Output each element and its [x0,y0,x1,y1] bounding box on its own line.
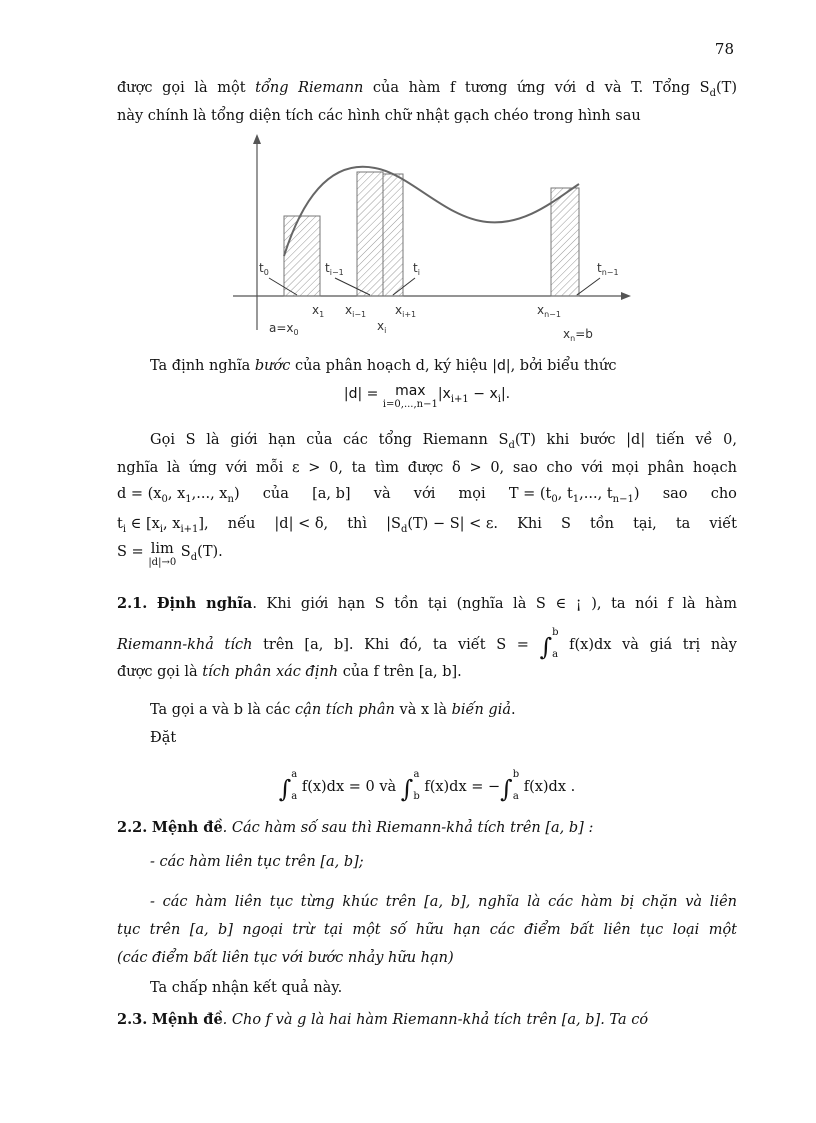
paragraph-line: nghĩa là ứng với mỗi ε > 0, ta tìm được δ > 0, sao cho với mọi phân hoạch [117,460,737,476]
riemann-rectangle [284,216,320,296]
riemann-rectangle [383,174,403,296]
integral-formula: ∫ a a f(x)dx = 0 và ∫ a b f(x)dx = −∫ b a f(x)dx . [278,769,576,803]
paragraph-line: $t_i$ ∈ [$x_i$, $x_{i+1}$], nếu |d| < δ, thì $|S_d(T) - S| < \varepsilon$. Khi S tồn tại, ta viết [117,516,737,535]
proposition-2-2: 2.2. Mệnh đề. Các hàm số sau thì Riemann-khả tích trên [a, b] : [117,819,594,836]
ti-minus-1-label: $t_{i-1}$ [325,261,344,277]
xi-plus-1-label: $x_{i+1}$ [395,303,417,319]
list-item: - các hàm liên tục từng khúc trên [a, b], nghĩa là các hàm bị chặn và liên [150,894,737,910]
step-formula: |d| = max i=0,...,n−1 $|x_{i+1} - x_i|$. [343,383,511,410]
paragraph-line: Riemann-khả tích trên [a, b]. Khi đó, ta viết S = ∫ b a f(x)dx và giá trị này [117,627,737,661]
list-item-continuation: tục trên [a, b] ngoại trừ tại một số hữu hạn các điểm bất liên tục loại một [117,922,737,938]
paragraph-line: được gọi là một tổng Riemann của hàm f tương ứng với d và T. Tổng $S_d(T)$ [117,80,737,99]
limit-formula: S = lim |d|→0 $S_d(T)$. [117,541,223,568]
riemann-rectangle [357,172,383,296]
t0-label: $t_0$ [259,261,269,277]
paragraph-line: Gọi S là giới hạn của các tổng Riemann $S_d(T)$ khi bước |d| tiến về 0, [150,432,737,451]
ti-label: $t_i$ [413,261,420,277]
function-curve [284,167,579,256]
paragraph-line: được gọi là tích phân xác định của f trên [a, b]. [117,664,462,680]
tn-minus-1-label: $t_{n-1}$ [597,261,619,277]
list-item-continuation: (các điểm bất liên tục với bước nhảy hữu hạn) [117,950,454,966]
paragraph-line: $d = (x_0$, $x_1$,..., $x_n$) của [a, b] và với mọi $T = (t_0$, $t_1$,..., $t_{n-1}$) sao cho [117,486,737,505]
xi-minus-1-label: $x_{i-1}$ [345,303,367,319]
a-label: $a=x_0$ [269,321,299,337]
definition-2-1: 2.1. Định nghĩa. Khi giới hạn S tồn tại (nghĩa là S ∈ ¡ ), ta nói f là hàm [117,595,737,612]
paragraph-line: Ta gọi a và b là các cận tích phân và x là biến giả. [150,702,516,718]
y-axis-arrow [253,134,261,144]
page-number: 78 [714,40,734,58]
x-axis-arrow [621,292,631,300]
b-label: $x_n=b$ [563,327,593,343]
x1-label: $x_1$ [312,303,325,319]
riemann-rectangle [551,188,579,296]
xi-label: $x_i$ [377,319,387,335]
paragraph-line: Đặt [150,730,177,746]
xn-minus-1-label: $x_{n-1}$ [537,303,561,319]
list-item: - các hàm liên tục trên [a, b]; [150,854,364,870]
tn1-pointer [577,278,600,295]
paragraph-line: Ta định nghĩa bước của phân hoạch d, ký hiệu |d|, bởi biểu thức [150,358,617,374]
riemann-sum-figure [225,130,635,350]
proposition-2-3: 2.3. Mệnh đề. Cho f và g là hai hàm Riemann-khả tích trên [a, b]. Ta có [117,1011,649,1028]
paragraph-line: Ta chấp nhận kết quả này. [150,980,343,996]
paragraph-line: này chính là tổng diện tích các hình chữ nhật gạch chéo trong hình sau [117,108,641,124]
